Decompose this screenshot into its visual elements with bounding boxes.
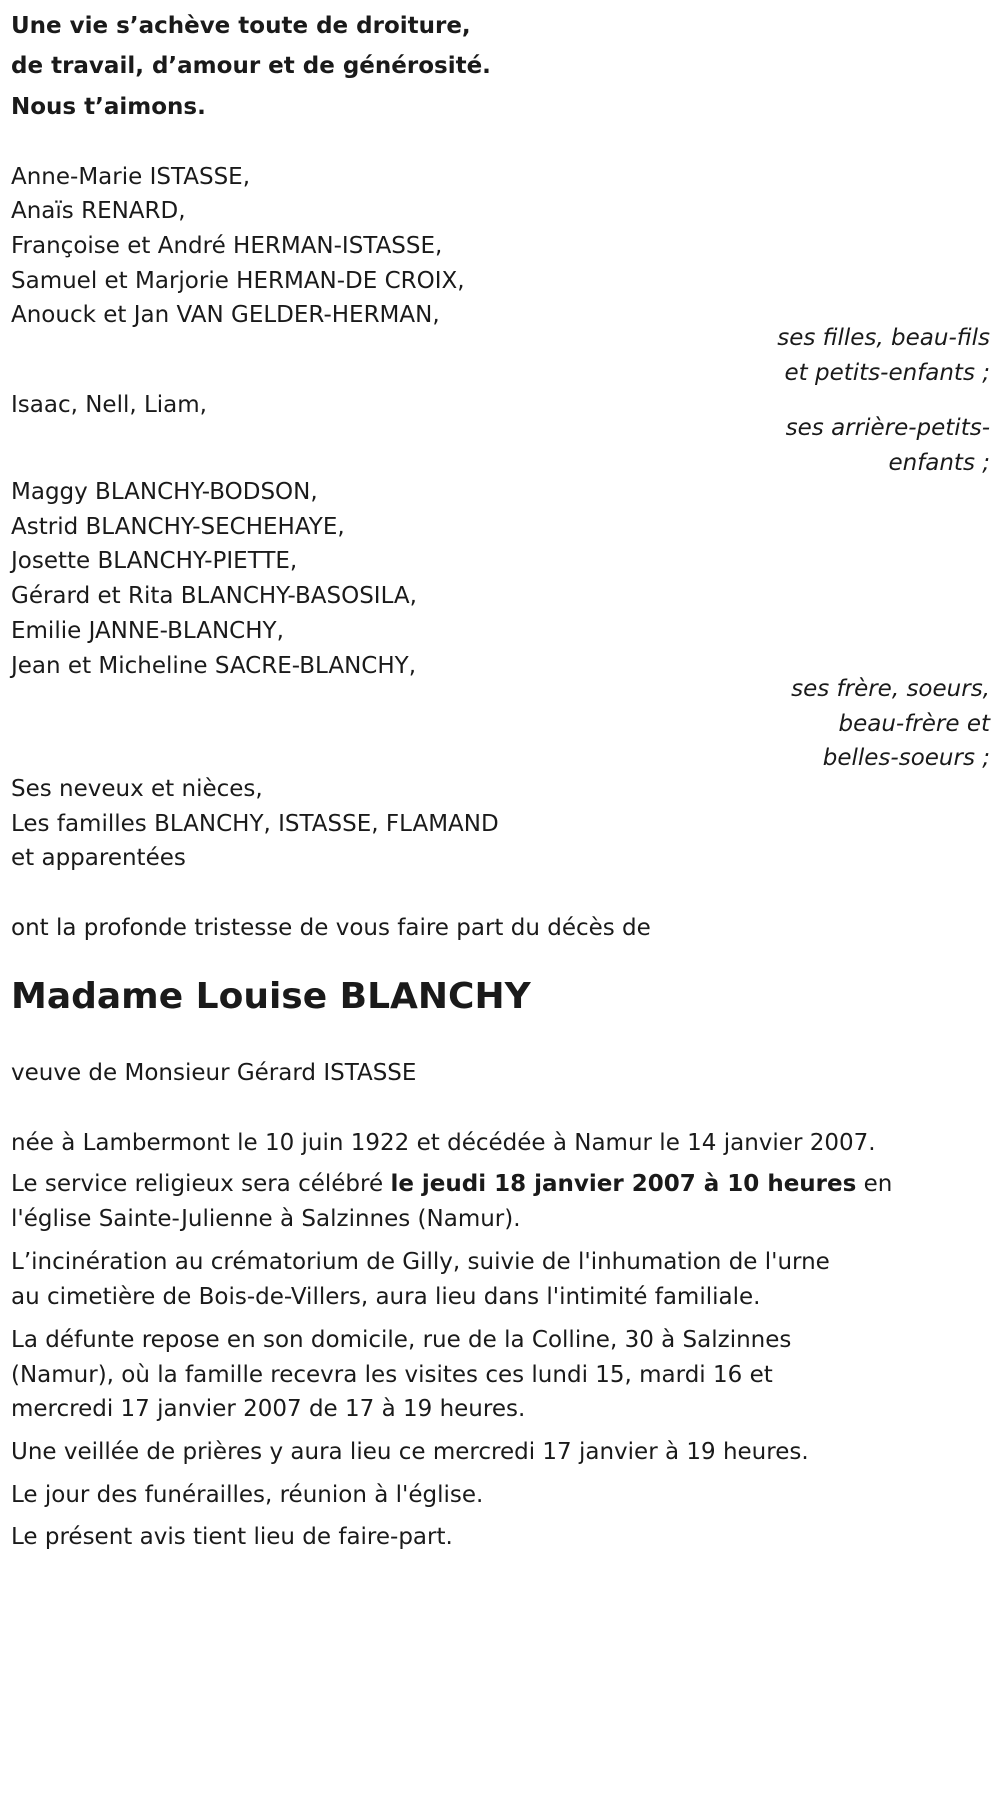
family-3-line-5: Emilie JANNE-BLANCHY, [11,618,284,644]
motto-line-1: Une vie s’achève toute de droiture, [11,13,471,39]
cremation-line-1: L’incinération au crématorium de Gilly, suivie de l'inhumation de l'urne [11,1249,830,1275]
visitation-line-1: La défunte repose en son domicile, rue de la Colline, 30 à Salzinnes [11,1327,792,1353]
motto-line-3: Nous t’aimons. [11,94,206,120]
service-before: Le service religieux sera célébré [11,1171,384,1197]
service-date: le jeudi 18 janvier 2007 à 10 heures [390,1171,857,1197]
family-1-line-1: Anne-Marie ISTASSE, [11,164,251,190]
widow-of: veuve de Monsieur Gérard ISTASSE [11,1060,417,1086]
relation-1-line-1: ses filles, beau-fils [777,325,990,351]
relation-2-line-1: ses arrière-petits- [785,415,990,441]
service-after: en [863,1171,893,1197]
vigil: Une veillée de prières y aura lieu ce mercredi 17 janvier à 19 heures. [11,1439,809,1465]
family-1-line-4: Samuel et Marjorie HERMAN-DE CROIX, [11,268,465,294]
family-1-line-3: Françoise et André HERMAN-ISTASSE, [11,233,443,259]
motto-line-2: de travail, d’amour et de générosité. [11,53,491,79]
family-1-line-2: Anaïs RENARD, [11,198,186,224]
family-3-line-3: Josette BLANCHY-PIETTE, [11,548,298,574]
relation-2-line-2: enfants ; [888,450,990,476]
notice: Le présent avis tient lieu de faire-part. [11,1524,453,1550]
family-3-line-2: Astrid BLANCHY-SECHEHAYE, [11,514,345,540]
deceased-name: Madame Louise BLANCHY [11,976,531,1017]
family-3-line-6: Jean et Micheline SACRE-BLANCHY, [11,653,417,679]
relation-1-line-2: et petits-enfants ; [784,360,990,386]
visitation-line-2: (Namur), où la famille recevra les visites ces lundi 15, mardi 16 et [11,1362,773,1388]
family-4-line-1: Ses neveux et nièces, [11,776,263,802]
funeral-day: Le jour des funérailles, réunion à l'église. [11,1482,484,1508]
family-1-line-5: Anouck et Jan VAN GELDER-HERMAN, [11,302,440,328]
family-4-line-2: Les familles BLANCHY, ISTASSE, FLAMAND [11,811,499,837]
family-3-line-4: Gérard et Rita BLANCHY-BASOSILA, [11,583,417,609]
birth-death: née à Lambermont le 10 juin 1922 et décédée à Namur le 14 janvier 2007. [11,1130,876,1156]
relation-3-line-2: beau-frère et [838,711,990,737]
announcement: ont la profonde tristesse de vous faire part du décès de [11,915,651,941]
service-line-1 [11,1168,892,1200]
cremation-line-2: au cimetière de Bois-de-Villers, aura lieu dans l'intimité familiale. [11,1284,761,1310]
family-2-line-1: Isaac, Nell, Liam, [11,392,207,418]
visitation-line-3: mercredi 17 janvier 2007 de 17 à 19 heures. [11,1396,526,1422]
family-3-line-1: Maggy BLANCHY-BODSON, [11,479,318,505]
service-line-2: l'église Sainte-Julienne à Salzinnes (Namur). [11,1206,521,1232]
relation-3-line-1: ses frère, soeurs, [791,676,990,702]
family-4-line-3: et apparentées [11,845,186,871]
relation-3-line-3: belles-soeurs ; [822,745,990,771]
